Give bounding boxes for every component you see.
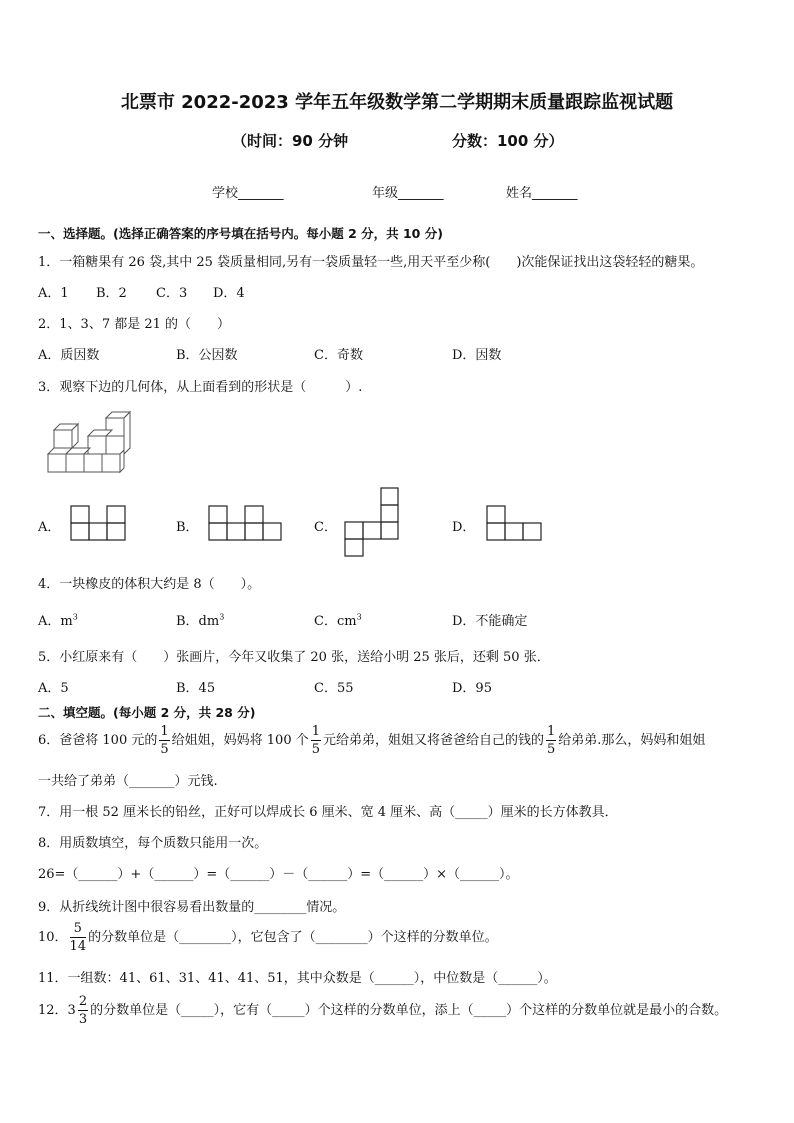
q2-text: 2．1、3、7 都是 21 的（ ） [38,317,231,332]
q11-text: 11．一组数：41、61、31、41、41、51，其中众数是（______），中位数是（______）。 [38,971,557,986]
page-title: 北票市 2022-2023 学年五年级数学第二学期期末质量跟踪监视试题 [120,92,674,113]
cube-solid-figure [40,408,140,474]
q3-option-b: B． [176,520,199,535]
fraction: $\frac{5}{14}$ [69,921,87,954]
exam-score: 分数：100 分） [452,132,564,150]
q10-text: 10． $\frac{5}{14}$ 的分数单位是（________），它包含了（________）个这样的分数单位。 [38,921,498,954]
q5-option-d: D．95 [452,681,492,696]
q3-shape-c [344,487,400,557]
q12-text: 12．3 $\frac{2}{3}$ 的分数单位是（_____），它有（_____）个这样的分数单位，添上（_____）个这样的分数单位就是最小的合数。 [38,994,728,1027]
q6-text: 6．爸爸将 100 元的 $\frac{1}{5}$ 给姐姐，妈妈将 100 个 $\frac{1}{5}$ 元给弟弟，姐姐又将爸爸给自己的钱的 $\frac{1}{5}$ 给弟弟.那么，妈妈和姐姐 [38,724,706,757]
q3-shape-a [70,505,126,541]
section2-heading: 二、填空题。(每小题 2 分，共 28 分) [38,705,256,720]
q3-shape-b [208,505,282,541]
section1-heading: 一、选择题。(选择正确答案的序号填在括号内。每小题 2 分，共 10 分) [38,226,443,241]
q3-text: 3．观察下边的几何体，从上面看到的形状是（ ）. [38,380,363,395]
q3-option-c: C． [314,520,337,535]
q4-option-c: C．$cm^3$ [314,612,362,629]
q4-option-d: D．不能确定 [452,614,528,629]
q5-text: 5．小红原来有（ ）张画片，今年又收集了 20 张，送给小明 25 张后，还剩 50 张． [38,650,550,665]
q5-option-c: C．55 [314,681,354,696]
q2-option-b: B．公因数 [176,348,238,363]
q8-text: 8．用质数填空，每个质数只能用一次。 [38,836,268,851]
q3-option-a: A． [38,520,61,535]
q6-line2: 一共给了弟弟（_______）元钱. [38,774,218,789]
q1-text: 1．一箱糖果有 26 袋,其中 25 袋质量相同,另有一袋质量轻一些,用天平至少称( )次能保证找出这袋轻轻的糖果。 [38,255,704,270]
name-field: 姓名_______ [506,186,578,201]
fraction: $\frac{1}{5}$ [311,724,320,757]
q4-option-b: B．$dm^3$ [176,612,225,629]
fraction: $\frac{2}{3}$ [78,994,88,1027]
q2-option-a: A．质因数 [38,348,100,363]
q1-option-a: A．1 [38,286,69,301]
q2-option-c: C．奇数 [314,348,363,363]
school-field: 学校_______ [212,186,284,201]
q9-text: 9．从折线统计图中很容易看出数量的________情况。 [38,900,346,915]
fraction: $\frac{1}{5}$ [160,724,169,757]
q1-option-d: D．4 [213,286,245,301]
q1-option-c: C．3 [156,286,188,301]
fraction: $\frac{1}{5}$ [547,724,556,757]
q4-option-a: A．$m^3$ [38,612,78,629]
q3-option-d: D． [452,520,476,535]
q7-text: 7．用一根 52 厘米长的铅丝，正好可以焊成长 6 厘米、宽 4 厘米、高（_____）厘米的长方体教具． [38,805,618,820]
q8-equation: 26=（______）+（______）=（______）－（______）=（______）×（______）。 [38,867,519,882]
q3-shape-d [486,505,542,541]
exam-time: （时间：90 分钟 [232,132,349,150]
q1-option-b: B．2 [96,286,127,301]
q2-option-d: D．因数 [452,348,502,363]
q4-text: 4．一块橡皮的体积大约是 8（ ）。 [38,577,261,592]
q5-option-b: B．45 [176,681,216,696]
grade-field: 年级_______ [372,186,444,201]
q5-option-a: A．5 [38,681,69,696]
